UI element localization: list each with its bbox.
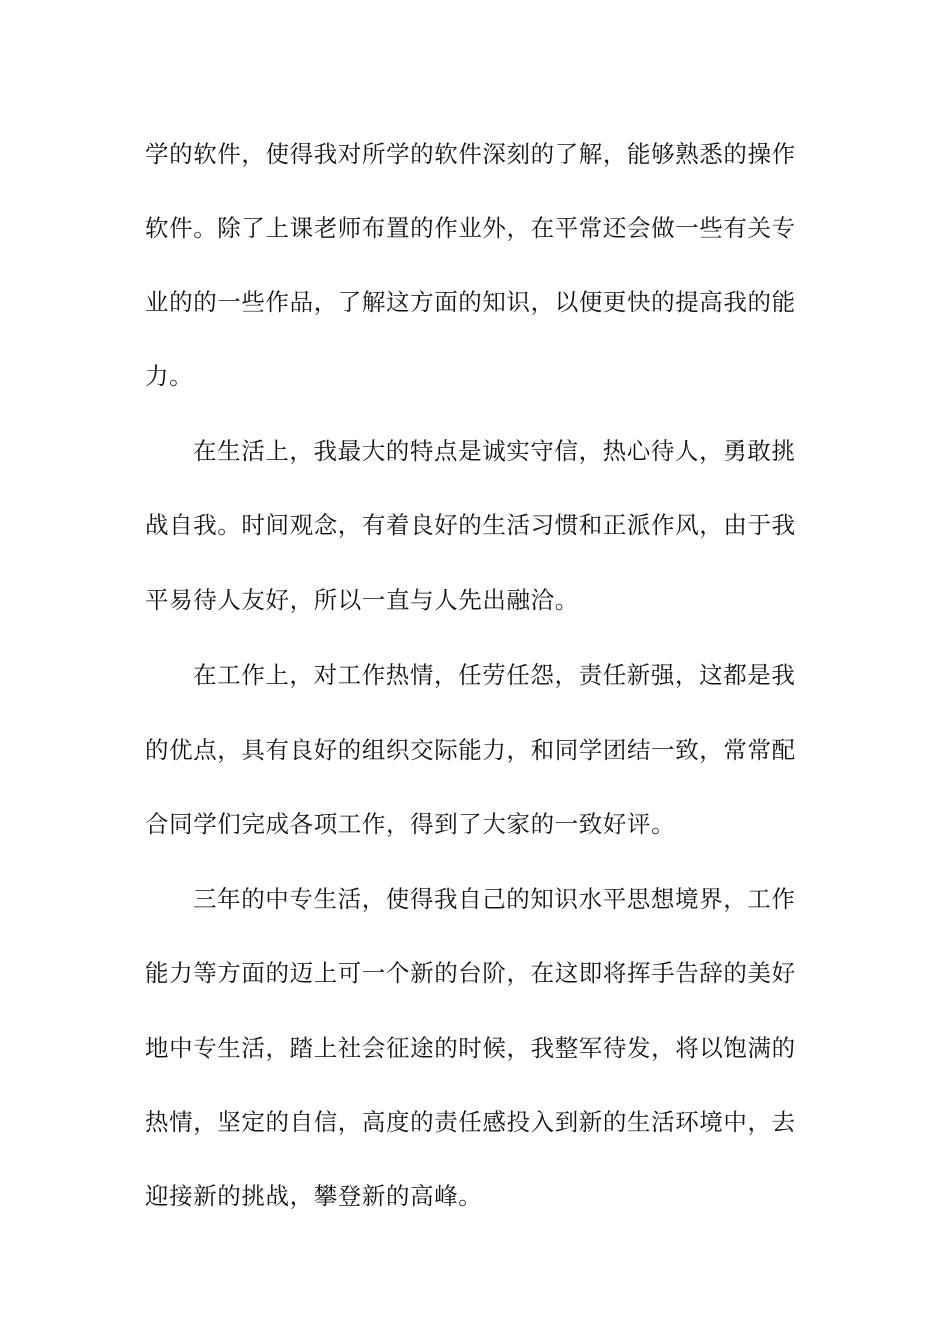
- text-line: 合同学们完成各项工作，得到了大家的一致好评。: [145, 810, 676, 838]
- text-line: 战自我。时间观念，有着良好的生活习惯和正派作风，由于我: [145, 511, 796, 539]
- text-line: 的优点，具有良好的组织交际能力，和同学团结一致，常常配: [145, 736, 796, 764]
- paragraph-start-line: 在工作上，对工作热情，任劳任怨，责任新强，这都是我: [193, 661, 796, 689]
- text-line: 力。: [145, 362, 194, 390]
- paragraph-start-line: 在生活上，我最大的特点是诚实守信，热心待人，勇敢挑: [193, 437, 796, 465]
- text-line: 学的软件，使得我对所学的软件深刻的了解，能够熟悉的操作: [145, 140, 796, 168]
- text-line: 软件。除了上课老师布置的作业外，在平常还会做一些有关专: [145, 214, 796, 242]
- text-line: 迎接新的挑战，攀登新的高峰。: [145, 1182, 483, 1210]
- text-line: 地中专生活，踏上社会征途的时候，我整军待发，将以饱满的: [145, 1034, 796, 1062]
- text-line: 业的的一些作品，了解这方面的知识，以便更快的提高我的能: [145, 288, 796, 316]
- text-line: 平易待人友好，所以一直与人先出融洽。: [145, 586, 579, 614]
- text-line: 热情，坚定的自信，高度的责任感投入到新的生活环境中，去: [145, 1108, 796, 1136]
- text-line: 能力等方面的迈上可一个新的台阶，在这即将挥手告辞的美好: [145, 959, 796, 987]
- paragraph-start-line: 三年的中专生活，使得我自己的知识水平思想境界，工作: [193, 885, 796, 913]
